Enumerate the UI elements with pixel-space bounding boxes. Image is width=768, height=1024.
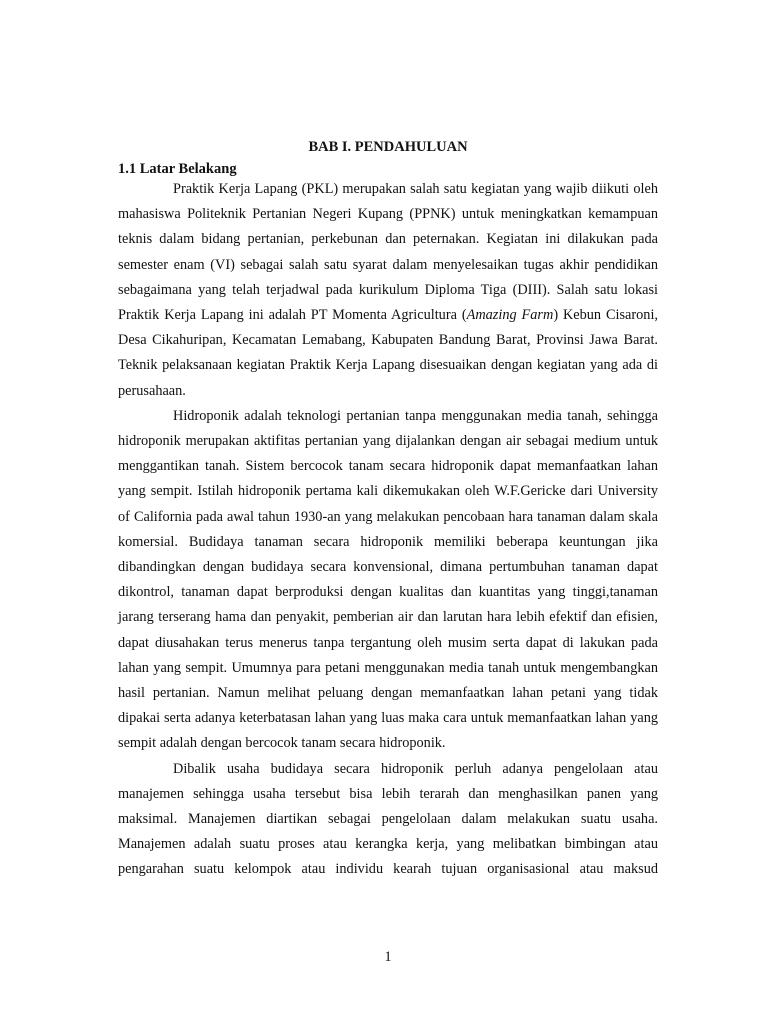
paragraph-3: Dibalik usaha budidaya secara hidroponik perluh adanya pengelolaan atau manajemen sehingga usaha tersebut bisa lebih terarah dan menghasilkan panen yang maksimal. Manajemen diartikan sebagai pengelolaan dalam melakukan suatu usaha. Manajemen adalah suatu proses atau kerangka kerja, yang melibatkan bimbingan atau pengarahan suatu kelompok atau individu kearah tujuan organisasional atau maksud [118,760,658,878]
paragraph-1 [118,177,658,404]
section-heading: 1.1 Latar Belakang [118,161,237,177]
paragraph-1-text-continued: ) Kebun Cisaroni, Desa Cikahuripan, Kecamatan Lemabang, Kabupaten Bandung Barat, Provinsi Jawa Barat. Teknik pelaksanaan kegiatan Praktik Kerja Lapang disesuaikan dengan kegiatan yang ada di perusahaan. [118,307,659,399]
chapter-title: BAB I. PENDAHULUAN [308,139,468,155]
page-number: 1 [384,949,392,965]
paragraph-2: Hidroponik adalah teknologi pertanian tanpa menggunakan media tanah, sehingga hidroponik merupakan aktifitas pertanian yang dijalankan dengan air sebagai medium untuk menggantikan tanah. Sistem bercocok tanam secara hidroponik dapat memanfaatkan lahan yang sempit. Istilah hidroponik pertama kali dikemukakan oleh W.F.Gericke dari University of California pada awal tahun 1930-an yang melakukan pencobaan hara tanaman dalam skala komersial. Budidaya tanaman secara hidroponik memiliki beberapa keuntungan jika dibandingkan dengan budidaya secara konvensional, dimana pertumbuhan tanaman dapat dikontrol, tanaman dapat berproduksi dengan kualitas dan kuantitas yang tinggi,tanaman jarang terserang hama dan penyakit, pemberian air dan larutan hara lebih efektif dan efisien, dapat diusahakan terus menerus tanpa tergantung oleh musim serta dapat di lakukan pada lahan yang sempit. Umumnya para petani menggunakan media tanah untuk mengembangkan hasil pertanian. Namun melihat peluang dengan memanfaatkan lahan petani yang tidak dipakai serta adanya keterbatasan lahan yang luas maka cara untuk memanfaatkan lahan yang sempit adalah dengan bercocok tanam secara hidroponik. [118,407,658,752]
italic-company-name: Amazing Farm [466,307,554,324]
paragraph-1-text: Praktik Kerja Lapang (PKL) merupakan salah satu kegiatan yang wajib diikuti oleh mahasiswa Politeknik Pertanian Negeri Kupang (PPNK) untuk meningkatkan kemampuan teknis dalam bidang pertanian, perkebunan dan peternakan. Kegiatan ini dilakukan pada semester enam (VI) sebagai salah satu syarat dalam menyelesaikan tugas akhir pendidikan sebagaimana yang telah terjadwal pada kurikulum Diploma Tiga (DIII). Salah satu lokasi Praktik Kerja Lapang ini adalah PT Momenta Agricultura ( [118,181,658,324]
body-text [118,177,658,883]
